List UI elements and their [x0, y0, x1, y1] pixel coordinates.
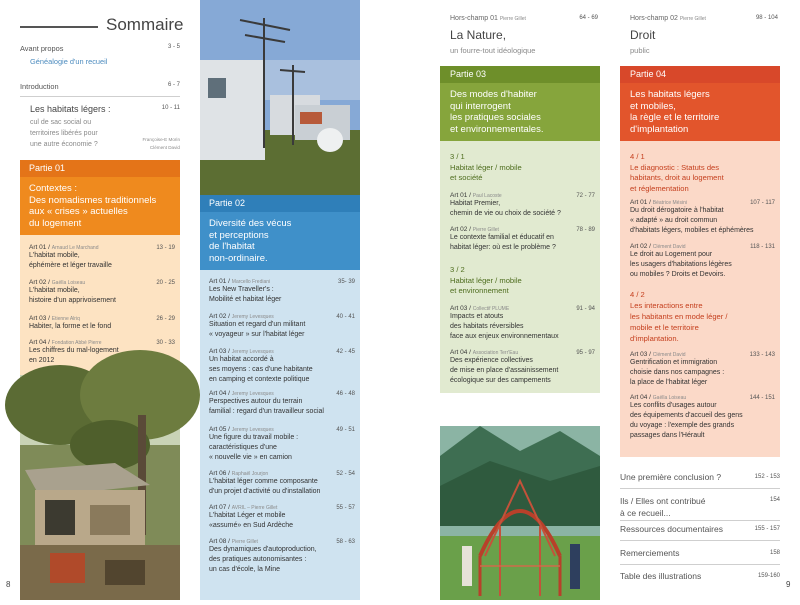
introduction-label: Introduction — [20, 82, 59, 91]
article[interactable]: Art 01 / Béatrice Mésini 107 - 117 Du droit dérogatoire à l'habitat « adapté » au droit commun d'habitats légers, mobiles et éphémères — [630, 199, 775, 234]
hors-champ-01-sub: un fourre-tout idéologique — [450, 46, 536, 55]
article[interactable]: Art 03 / Jeremy Levesques 42 - 45 Un habitat accordé à ses moyens : cas d'une habitante en camping et contexte politique — [209, 348, 355, 383]
article[interactable]: Art 02 / Clément David 118 - 131 Le droit au Logement pour les usagers d'habitations légères ou mobiles ? Droits et Devoirs. — [630, 243, 775, 278]
tail-entry[interactable] — [620, 495, 780, 519]
hors-champ-01-pages: 64 - 69 — [579, 15, 598, 21]
page-title: Sommaire — [106, 15, 184, 34]
partie-01-label-bar[interactable] — [20, 160, 180, 177]
article[interactable]: Art 06 / Raphaël Jourjon 52 - 54 L'habitat léger comme composante d'un projet d'activité ou d'installation — [209, 470, 355, 495]
tail-label: Une première conclusion ? — [620, 472, 722, 482]
tail-label: Table des illustrations — [620, 571, 702, 581]
partie-03-label-bar[interactable] — [440, 66, 600, 83]
article[interactable]: Art 02 / Gaëlla Loiseau 20 - 25 L'habitat mobile, histoire d'un apprivoisement — [29, 279, 175, 304]
hors-champ-02-pages: 98 - 104 — [755, 15, 778, 21]
partie-04-articles — [620, 141, 780, 457]
article[interactable]: Art 04 / Fondation Abbé Pierre 30 - 33 Les chiffres du mal-logement en 2012 — [29, 339, 175, 364]
divider — [620, 520, 780, 521]
hors-champ-02-label: Hors-champ 02 Pierre Gillet — [630, 15, 706, 22]
hors-champ-02-sub: public — [630, 46, 650, 55]
title-rule — [20, 26, 98, 28]
partie-01-title-box — [20, 177, 180, 235]
tail-entry[interactable] — [620, 548, 780, 562]
tail-pages: 152 - 153 — [754, 474, 780, 480]
article[interactable]: Art 02 / Pierre Gillet 78 - 89 Le contexte familial et éducatif en habitat léger: où est le problème ? — [450, 226, 595, 251]
partie-02-articles — [200, 270, 360, 600]
tail-pages: 155 - 157 — [754, 526, 780, 532]
article[interactable]: Art 01 / Arnaud Le Marchand 13 - 19 L'habitat mobile, éphémère et léger travaille — [29, 244, 175, 269]
article[interactable]: Art 02 / Jeremy Levesques 40 - 41 Situation et regard d'un militant « voyageur » sur l'habitat léger — [209, 313, 355, 338]
tail-pages: 154 — [769, 497, 780, 503]
habitats-sub: cul de sac social ou territoires libérés pour une autre économie ? — [30, 119, 98, 148]
partie-02-title-box — [200, 212, 360, 270]
article[interactable]: Art 03 / Etienne Alriq 26 - 29 Habiter, la forme et le fond — [29, 315, 175, 330]
divider — [620, 488, 780, 489]
tail-pages: 159-160 — [757, 573, 780, 579]
article[interactable]: Art 05 / Jeremy Levesques 49 - 51 Une figure du travail mobile : caractéristiques d'une « nouvelle vie » en camion — [209, 426, 355, 461]
section-4-2[interactable]: 4 / 2 Les interactions entre les habitants en mode léger / mobile et le territoire d'implantation. — [630, 290, 728, 343]
article[interactable]: Art 04 / Jeremy Levesques 46 - 48 Perspectives autour du terrain familial : regard d'un travailleur social — [209, 390, 355, 415]
hors-champ-02-title: Droit — [630, 28, 656, 42]
divider — [620, 540, 780, 541]
article[interactable]: Art 08 / Pierre Gillet 58 - 63 Des dynamiques d'autoproduction, des pratiques autonomisantes : un cas d'école, la Mine — [209, 538, 355, 573]
article[interactable]: Art 01 / Marcello Frediani 35- 39 Les New Traveller's : Mobilité et habitat léger — [209, 278, 355, 303]
habitats-title: Les habitats légers : — [30, 104, 111, 114]
avant-propos-pages: 3 - 5 — [167, 44, 180, 50]
section-3-1[interactable]: 3 / 1 Habitat léger / mobile et société — [450, 152, 522, 182]
article[interactable]: Art 04 / Gaëlla Loiseau 144 - 151 Les conflits d'usages autour des équipements d'accueil des gens du voyage : l'exemple des grands passages dans l'Hérault — [630, 394, 775, 439]
hors-champ-01[interactable] — [450, 15, 598, 60]
article[interactable]: Art 04 / Association Terr'Eau 95 - 97 Des expérience collectives de mise en place d'assainissement écologique sur des campements — [450, 349, 595, 384]
partie-04-label: Partie 04 — [630, 69, 667, 79]
photo-caravans-antenna — [200, 0, 360, 195]
avant-propos-label: Avant propos — [20, 44, 64, 53]
introduction-pages: 6 - 7 — [167, 82, 180, 88]
hors-champ-01-title: La Nature, — [450, 28, 507, 42]
partie-02-label-bar[interactable] — [200, 195, 360, 212]
section-4-1[interactable]: 4 / 1 Le diagnostic : Statuts des habitants, droit au logement et réglementation — [630, 152, 724, 193]
page-number: 8 — [6, 580, 11, 589]
avant-propos-sub: Généalogie d'un recueil — [30, 57, 108, 66]
tail-label: Ressources documentaires — [620, 524, 723, 534]
tail-label: Remerciements — [620, 548, 680, 558]
hors-champ-01-label: Hors-champ 01 Pierre Gillet — [450, 15, 526, 22]
photo-caravan-camp — [6, 375, 180, 600]
tail-pages: 158 — [769, 550, 780, 556]
partie-03-title: Des modes d'habiter qui interrogent les pratiques sociales et environnementales. — [450, 89, 544, 135]
article[interactable]: Art 01 / Paul Lacoste 72 - 77 Habitat Premier, chemin de vie ou choix de société ? — [450, 192, 595, 217]
photo-yurt-mountains — [440, 426, 600, 600]
divider — [620, 564, 780, 565]
tail-label: Ils / Elles ont contribué à ce recueil... — [620, 496, 706, 518]
tail-entry[interactable] — [620, 472, 780, 486]
habitats-authors: Françoise-E Morin Clément David — [142, 137, 180, 150]
divider — [20, 96, 180, 97]
partie-03-title-box — [440, 83, 600, 141]
partie-03-articles — [440, 141, 600, 393]
page-number: 9 — [786, 580, 791, 589]
article[interactable]: Art 03 / Clément David 133 - 143 Gentrification et immigration choisie dans nos campagnes : la place de l'habitat léger — [630, 351, 775, 386]
habitats-pages: 10 - 11 — [161, 105, 180, 111]
partie-02-title: Diversité des vécus et perceptions de l'habitat non-ordinaire. — [209, 218, 292, 264]
article[interactable]: Art 07 / AVRIL – Pierre Gillet 55 - 57 L'habitat Léger et mobile «assumé» en Sud Ardèche — [209, 504, 355, 529]
partie-01-title: Contextes : Des nomadismes traditionnels aux « crises » actuelles du logement — [29, 183, 157, 229]
partie-03-label: Partie 03 — [450, 69, 487, 79]
section-3-2[interactable]: 3 / 2 Habitat léger / mobile et environnement — [450, 265, 522, 295]
tail-entry[interactable] — [620, 524, 780, 538]
partie-04-title: Les habitats légers et mobiles, la règle et le territoire d'implantation — [630, 89, 720, 135]
habitats-entry[interactable] — [30, 104, 180, 154]
partie-04-title-box — [620, 83, 780, 141]
partie-01-label: Partie 01 — [29, 163, 66, 173]
article[interactable]: Art 03 / Collectif PLUME 91 - 94 Impacts et atouts des habitats réversibles face aux enjeux environnementaux — [450, 305, 595, 340]
tail-entry[interactable] — [620, 571, 780, 585]
partie-04-label-bar[interactable] — [620, 66, 780, 83]
hors-champ-02[interactable] — [630, 15, 778, 60]
partie-02-label: Partie 02 — [209, 198, 246, 208]
